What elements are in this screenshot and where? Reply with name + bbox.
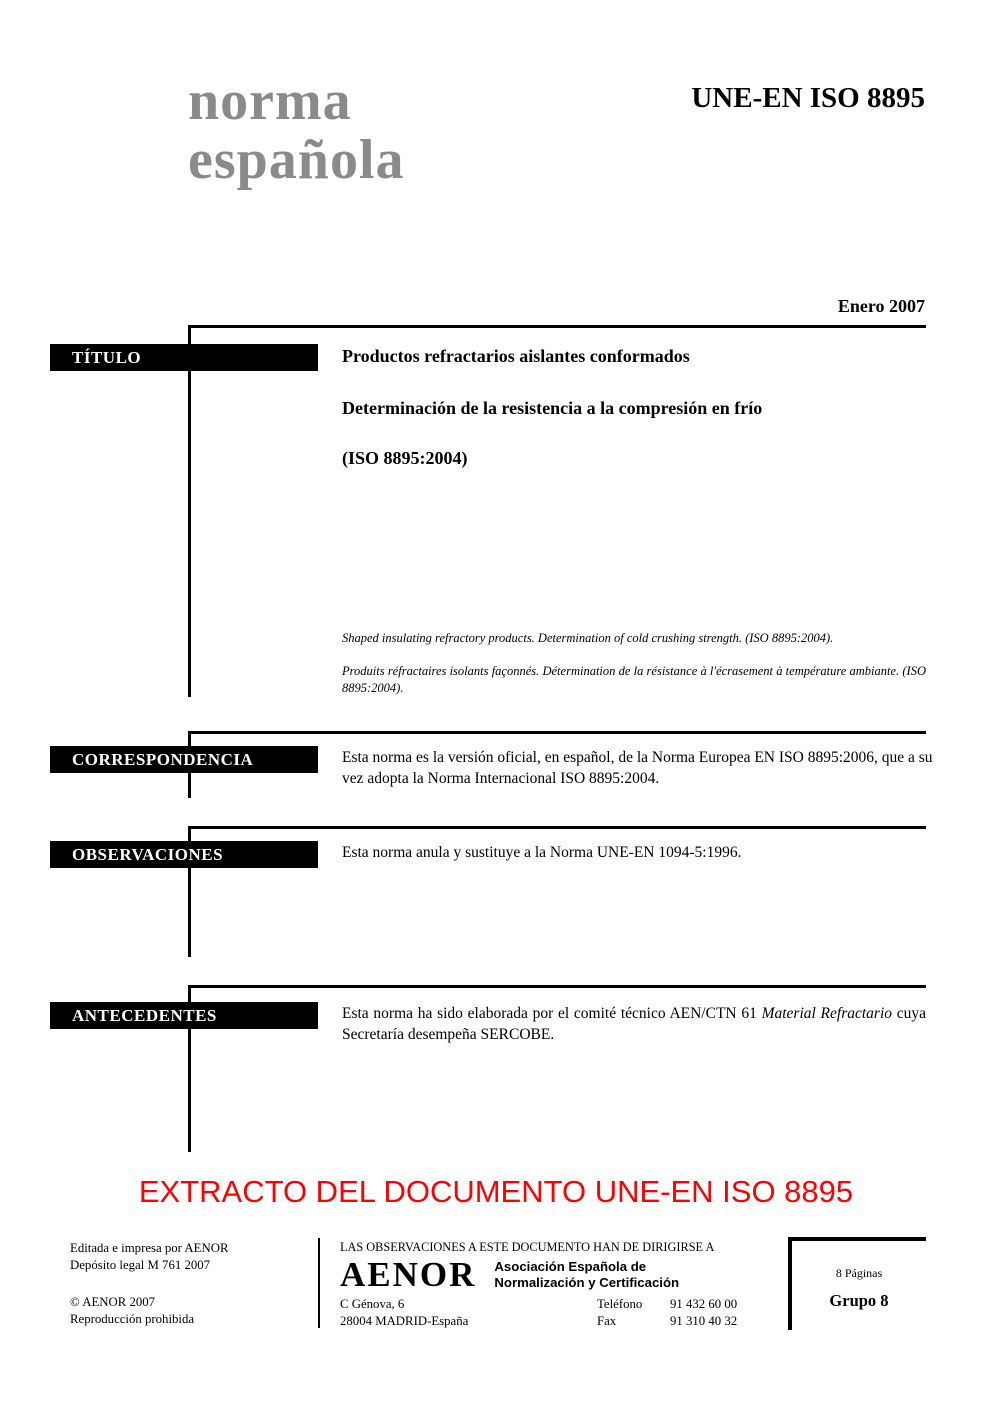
imprint-line-3: © AENOR 2007 [70, 1295, 156, 1309]
imprint-gap [70, 1274, 229, 1294]
antecedentes-label-bar: ANTECEDENTES [50, 1002, 318, 1029]
aenor-org-line-1: Asociación Española de [494, 1259, 647, 1274]
antecedentes-text [342, 1003, 926, 1045]
footer-notice: LAS OBSERVACIONES A ESTE DOCUMENTO HAN DE DIRIGIRSE A [340, 1240, 715, 1254]
pages-count: 8 Páginas [835, 1266, 883, 1280]
phone-label: Teléfono [597, 1297, 643, 1311]
imprint-line-2: Depósito legal M 761 2007 [70, 1258, 211, 1272]
correspondencia-text: Esta norma es la versión oficial, en español, de la Norma Europea EN ISO 8895:2006, que a su vez adopta la Norma Internacional ISO 8895:2004. [342, 749, 933, 787]
aenor-address-row [340, 1296, 770, 1330]
antecedentes-text-italic: Material Refractario [761, 1005, 893, 1022]
fax-value: 91 310 40 32 [670, 1314, 738, 1328]
titulo-vline [188, 325, 191, 697]
imprint-line-4: Reproducción prohibida [70, 1312, 195, 1326]
antecedentes-rule [188, 985, 926, 988]
document-date: Enero 2007 [837, 296, 925, 316]
aenor-org-name [494, 1259, 679, 1291]
aenor-org-line-2: Normalización y Certificación [494, 1275, 680, 1290]
footer-divider [318, 1238, 320, 1328]
title-french: Produits réfractaires isolants façonnés. Détermination de la résistance à l'écrasement à température ambiante. (ISO 8895:2004). [342, 664, 926, 695]
contact-labels [597, 1296, 670, 1330]
logo-line-2: española [188, 129, 405, 192]
aenor-address [340, 1296, 597, 1330]
phone-value: 91 432 60 00 [670, 1297, 738, 1311]
address-line-1: C Génova, 6 [340, 1297, 405, 1311]
title-english: Shaped insulating refractory products. Determination of cold crushing strength. (ISO 8895:2004). [342, 631, 834, 645]
antecedentes-text-part1: Esta norma ha sido elaborada por el comité técnico AEN/CTN 61 [342, 1005, 762, 1022]
observaciones-text: Esta norma anula y sustituye a la Norma UNE-EN 1094-5:1996. [342, 844, 742, 861]
footer-aenor-block [340, 1240, 770, 1330]
title-line-2: Determinación de la resistencia a la compresión en frío [342, 398, 763, 418]
footer-imprint [70, 1240, 229, 1328]
antecedentes-text-part2: cuya Secretaría desempeña SERCOBE. [342, 1005, 927, 1043]
title-line-3: (ISO 8895:2004) [342, 448, 468, 468]
aenor-logo-row [340, 1257, 770, 1293]
norma-espanola-logo [188, 72, 405, 191]
logo-line-1: norma [188, 70, 352, 132]
observaciones-label-bar: OBSERVACIONES [50, 841, 318, 868]
contact-values [670, 1296, 770, 1330]
aenor-logo: AENOR [340, 1255, 477, 1294]
aenor-contact [597, 1296, 770, 1330]
extracto-banner: EXTRACTO DEL DOCUMENTO UNE-EN ISO 8895 [138, 1174, 854, 1209]
correspondencia-rule [188, 731, 926, 734]
footer-pages-box [788, 1237, 926, 1330]
fax-label: Fax [597, 1314, 617, 1328]
titulo-label-bar: TÍTULO [50, 344, 318, 371]
document-code: UNE-EN ISO 8895 [691, 82, 925, 114]
title-line-1: Productos refractarios aislantes conformados [342, 346, 690, 366]
titulo-rule [188, 325, 926, 328]
group-label: Grupo 8 [829, 1291, 889, 1310]
address-line-2: 28004 MADRID-España [340, 1314, 469, 1328]
correspondencia-label-bar: CORRESPONDENCIA [50, 746, 318, 773]
imprint-line-1: Editada e impresa por AENOR [70, 1241, 229, 1255]
observaciones-rule [188, 826, 926, 829]
